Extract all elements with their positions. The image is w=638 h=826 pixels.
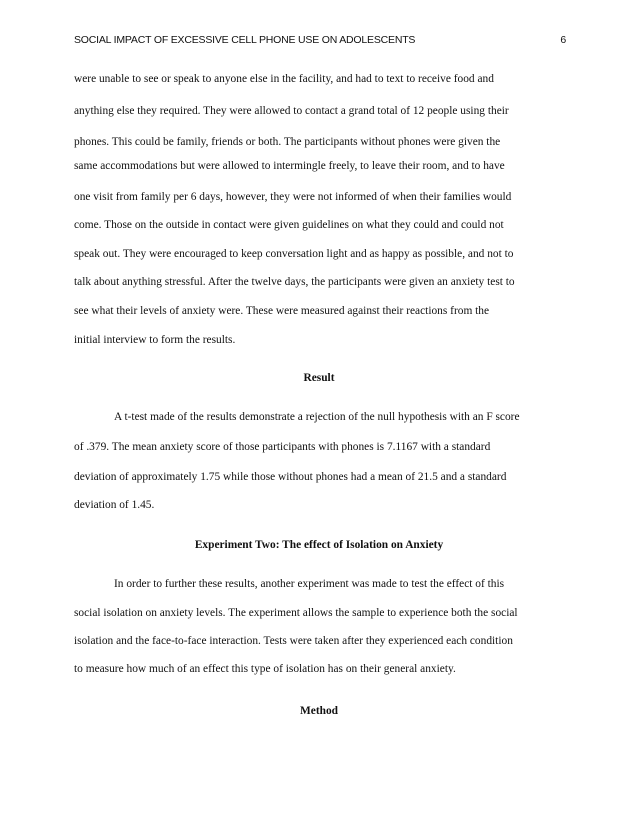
text-line: A t-test made of the results demonstrate a rejection of the null hypothesis with an F score [114,411,520,423]
page-header [74,34,566,52]
text-line: speak out. They were encouraged to keep conversation light and as happy as possible, and not to [74,248,514,260]
text-line: one visit from family per 6 days, however, they were not informed of when their families would [74,191,512,203]
text-line: deviation of approximately 1.75 while those without phones had a mean of 21.5 and a standard [74,471,507,483]
text-line: phones. This could be family, friends or both. The participants without phones were given the [74,136,501,148]
running-head: SOCIAL IMPACT OF EXCESSIVE CELL PHONE USE ON ADOLESCENTS [74,34,416,46]
section-heading-experiment-two: Experiment Two: The effect of Isolation on Anxiety [194,539,444,551]
text-line: of .379. The mean anxiety score of those participants with phones is 7.1167 with a standard [74,441,491,453]
text-line: In order to further these results, another experiment was made to test the effect of this [114,578,505,590]
text-line: anything else they required. They were allowed to contact a grand total of 12 people using their [74,105,509,117]
section-heading-result: Result [303,372,335,384]
text-line: isolation and the face-to-face interaction. Tests were taken after they experienced each condition [74,635,513,647]
text-line: talk about anything stressful. After the twelve days, the participants were given an anxiety test to [74,276,515,288]
text-line: deviation of 1.45. [74,499,155,511]
section-heading-method: Method [300,705,338,717]
text-line: come. Those on the outside in contact were given guidelines on what they could and could not [74,219,504,231]
text-line: initial interview to form the results. [74,334,236,346]
text-line: see what their levels of anxiety were. These were measured against their reactions from the [74,305,490,317]
text-line: same accommodations but were allowed to intermingle freely, to leave their room, and to have [74,160,505,172]
page-number: 6 [560,34,566,46]
text-line: to measure how much of an effect this type of isolation has on their general anxiety. [74,663,456,675]
text-line: were unable to see or speak to anyone else in the facility, and had to text to receive food and [74,73,494,85]
text-line: social isolation on anxiety levels. The experiment allows the sample to experience both the social [74,607,518,619]
